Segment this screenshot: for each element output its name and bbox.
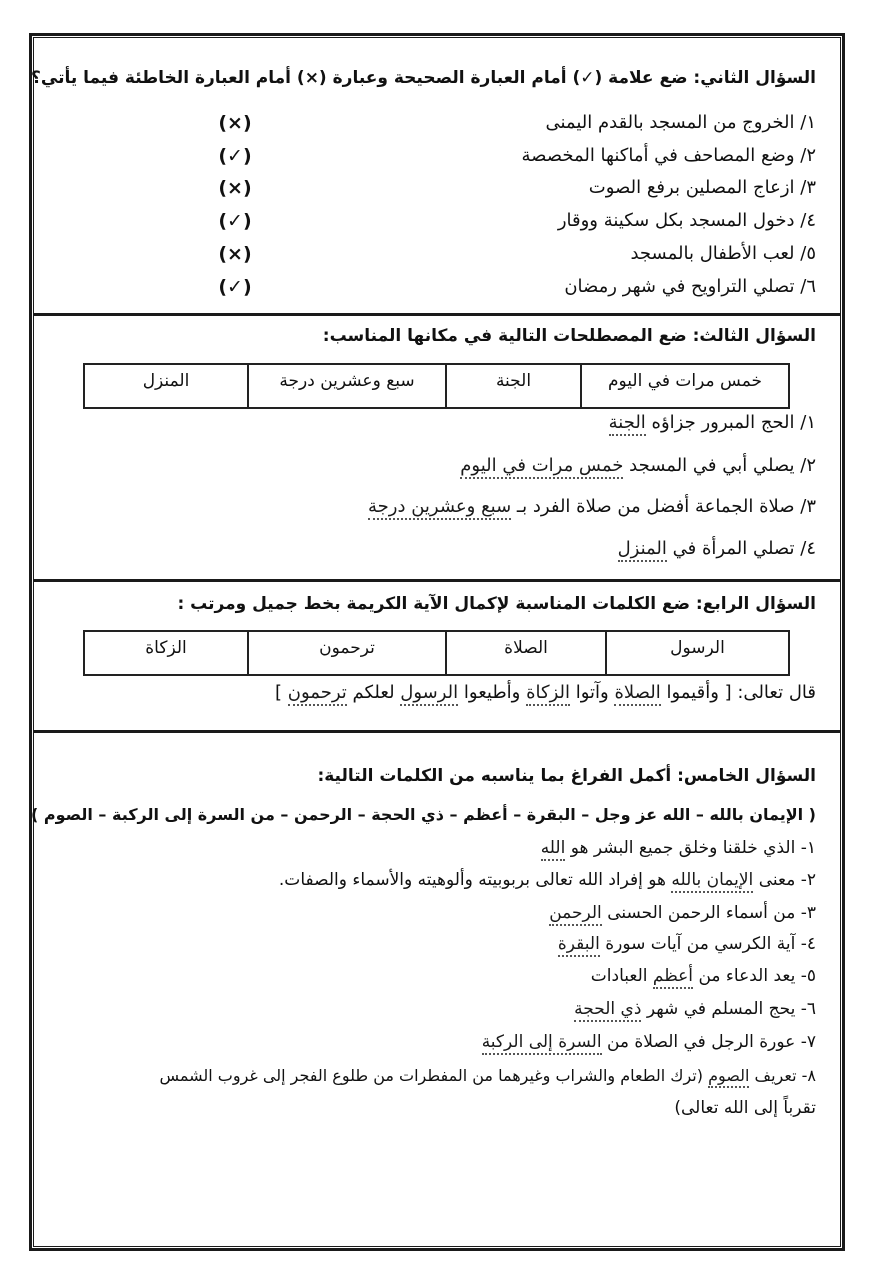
q4-title: السؤال الرابع: ضع الكلمات المناسبة لإكمال الآية الكريمة بخط جميل ومرتب : [177,594,816,614]
q3-bank-word: الجنة [445,365,580,407]
q5-item-text: العبادات [590,966,648,986]
q4-word-bank [83,630,790,676]
verse-answer: الزكاة [526,682,570,706]
q5-item-text: هو إفراد الله تعالى بربوبيته وألوهيته والأسماء والصفات. [278,870,666,890]
q5-item-text: ٥- يعد الدعاء من [698,966,816,986]
q5-item-8-continuation: تقرباً إلى الله تعالى) [674,1098,816,1118]
q4-bank-word: الزكاة [145,638,187,658]
q3-title: السؤال الثالث: ضع المصطلحات التالية في مكانها المناسب: [322,326,816,346]
q3-item-1 [609,412,816,433]
q5-answer: السرة إلى الركبة [482,1032,602,1055]
q5-item-6 [574,999,816,1019]
q3-bank-word: المنزل [142,371,190,391]
q2-mark-6: (✓) [218,276,252,298]
verse-text: قال تعالى: [ وأقيموا [666,682,816,703]
q5-item-text: (ترك الطعام والشراب وغيرهما من المفطرات من طلوع الفجر إلى غروب الشمس [159,1066,703,1085]
q2-mark-4: (✓) [218,210,252,232]
q2-item-4: ٤/ دخول المسجد بكل سكينة ووقار [557,210,816,231]
q4-verse [275,682,816,703]
q3-answer: خمس مرات في اليوم [460,455,623,479]
q5-item-8 [159,1066,816,1085]
q3-answer: الجنة [609,412,646,436]
q5-item-3 [549,903,816,923]
section-divider [33,730,841,733]
q3-item-3 [368,496,816,517]
q2-mark-1: (×) [218,112,252,134]
q2-item-5: ٥/ لعب الأطفال بالمسجد [630,243,816,264]
q2-mark-2: (✓) [218,145,252,167]
q5-word-bank: ( الإيمان بالله – الله عز وجل – البقرة – أعظم – ذي الحجة – الرحمن – من السرة إلى الركبة – الصوم ) [30,805,816,824]
q5-answer: أعظم [653,966,693,989]
verse-answer: ترحمون [288,682,347,706]
q2-item-6: ٦/ تصلي التراويح في شهر رمضان [564,276,816,297]
q3-item-text: ١/ الحج المبرور جزاؤه [651,412,816,433]
q5-item-1 [541,838,816,858]
q3-word-bank [83,363,790,409]
section-divider [33,313,841,316]
verse-text: ] [275,682,283,703]
verse-text: وآتوا [575,682,609,703]
verse-text: لعلكم [352,682,395,703]
q3-item-4 [618,538,816,559]
q5-item-text: ٧- عورة الرجل في الصلاة من [606,1032,816,1052]
q4-bank-word: ترحمون [247,632,445,674]
q5-item-2 [279,870,816,890]
q3-item-text: ٣/ صلاة الجماعة أفضل من صلاة الفرد بـ [516,496,816,517]
q5-item-text: ٤- آية الكرسي من آيات سورة [605,934,816,954]
q3-item-2 [460,455,816,476]
q3-bank-word: خمس مرات في اليوم [580,365,788,407]
q2-item-1: ١/ الخروج من المسجد بالقدم اليمنى [545,112,816,133]
q5-answer: الصوم [708,1066,749,1088]
verse-answer: الرسول [400,682,458,706]
q5-item-7 [482,1032,816,1052]
q5-answer: الله [541,838,566,861]
q2-mark-3: (×) [218,177,252,199]
q5-item-text: ٣- من أسماء الرحمن الحسنى [607,903,816,923]
q5-answer: الرحمن [549,903,602,926]
q5-item-4 [558,934,816,954]
q3-item-text: ٢/ يصلي أبي في المسجد [629,455,816,476]
q2-item-3: ٣/ ازعاج المصلين برفع الصوت [588,177,816,198]
q5-item-text: ١- الذي خلقنا وخلق جميع البشر هو [570,838,816,858]
q3-bank-word: سبع وعشرين درجة [247,365,445,407]
verse-answer: الصلاة [614,682,660,706]
q3-item-text: ٤/ تصلي المرأة في [672,538,816,559]
q5-item-text: ٨- تعريف [754,1066,816,1085]
q2-mark-5: (×) [218,243,252,265]
q5-answer: الإيمان بالله [671,870,753,893]
q5-answer: ذي الحجة [574,999,641,1022]
verse-text: وأطيعوا [463,682,521,703]
q3-answer: المنزل [618,538,667,562]
q5-title: السؤال الخامس: أكمل الفراغ بما يناسبه من الكلمات التالية: [317,766,816,786]
q4-bank-word: الرسول [605,632,788,674]
q2-item-2: ٢/ وضع المصاحف في أماكنها المخصصة [521,145,816,166]
q5-item-text: ٢- معنى [758,870,816,890]
q2-title: السؤال الثاني: ضع علامة (✓) أمام العبارة الصحيحة وعبارة (×) أمام العبارة الخاطئة فيما يأتي؟ [31,68,816,88]
q5-answer: البقرة [558,934,600,957]
q3-answer: سبع وعشرين درجة [368,496,511,520]
section-divider [33,579,841,582]
q5-item-5 [591,966,816,986]
q4-bank-word: الصلاة [445,632,605,674]
q5-item-text: ٦- يحج المسلم في شهر [646,999,816,1019]
